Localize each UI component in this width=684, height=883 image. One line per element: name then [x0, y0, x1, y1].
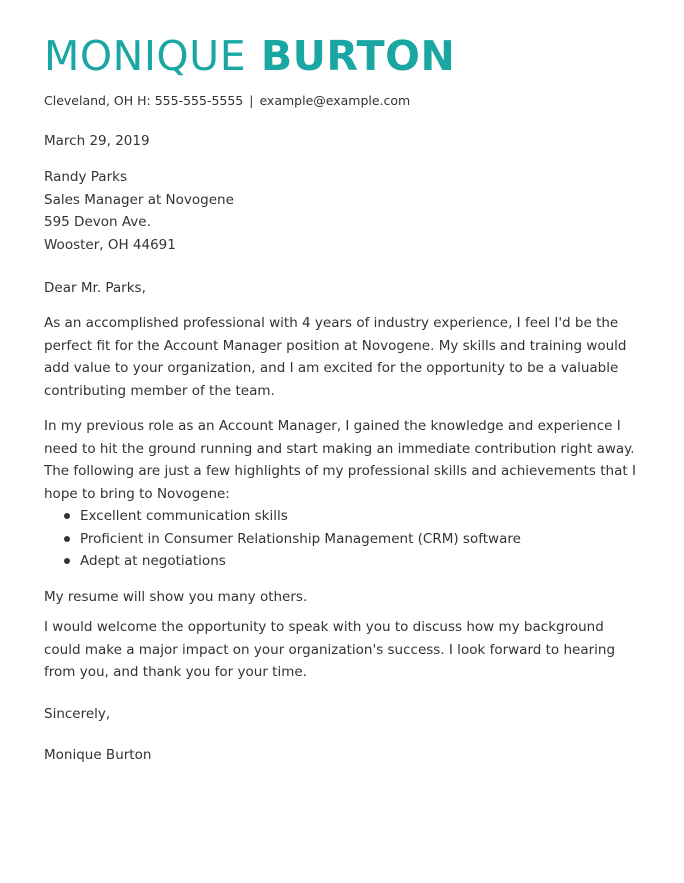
- list-item: [44, 528, 644, 551]
- recipient-title: Sales Manager at Novogene: [44, 191, 234, 208]
- body-paragraph-3: My resume will show you many others.: [44, 589, 308, 605]
- bullet-icon: [64, 513, 70, 519]
- recipient-name: Randy Parks: [44, 169, 127, 185]
- body-paragraph-4: I would welcome the opportunity to speak with you to discuss how my background could make a major impact on your organization's success. I look forward to hearing from you, and thank you for your time.: [44, 619, 616, 680]
- contact-line: [44, 92, 410, 110]
- bullet-icon: [64, 558, 70, 564]
- recipient-city: Wooster, OH 44691: [44, 236, 176, 253]
- highlight-text: Proficient in Consumer Relationship Management (CRM) software: [80, 530, 521, 547]
- salutation: Dear Mr. Parks,: [44, 280, 146, 296]
- applicant-name: [44, 30, 455, 82]
- body-paragraph-1: As an accomplished professional with 4 years of industry experience, I feel I'd be the perfect fit for the Account Manager position at Novogene. My skills and training would add value to your organization, and I am excited for the opportunity to be a valuable contributing member of the team.: [44, 315, 627, 399]
- signature-name: Monique Burton: [44, 747, 152, 763]
- highlight-text: Adept at negotiations: [80, 553, 226, 569]
- highlights-list: [44, 505, 644, 573]
- recipient-address: [44, 166, 644, 256]
- highlight-text: Excellent communication skills: [80, 508, 288, 524]
- contact-email: example@example.com: [259, 93, 411, 108]
- applicant-last-name: BURTON: [260, 32, 456, 80]
- list-item: [44, 550, 644, 573]
- contact-separator: |: [249, 93, 254, 108]
- contact-location-phone: Cleveland, OH H: 555-555-5555: [44, 93, 244, 108]
- body-paragraph-2: In my previous role as an Account Manager, I gained the knowledge and experience I need to hit the ground running and start making an immediate contribution right away. The following are just a few highlights of my professional skills and achievements that I hope to bring to Novogene:: [44, 418, 636, 502]
- closing: Sincerely,: [44, 706, 111, 722]
- list-item: [44, 505, 644, 528]
- applicant-first-name: MONIQUE: [44, 32, 247, 80]
- letter-date: March 29, 2019: [44, 133, 150, 149]
- recipient-street: 595 Devon Ave.: [44, 214, 151, 230]
- bullet-icon: [64, 536, 70, 542]
